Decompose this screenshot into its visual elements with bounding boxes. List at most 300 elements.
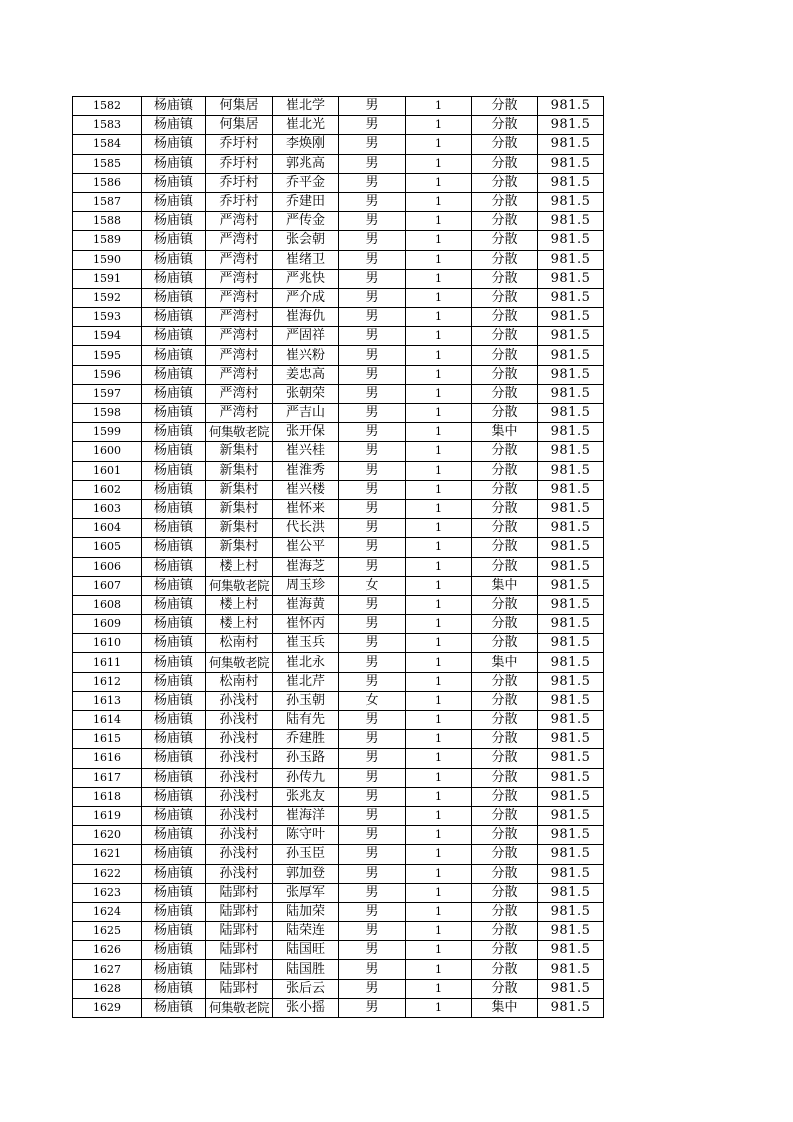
- count-cell: 1: [406, 173, 472, 192]
- person-name-cell: 崔淮秀: [273, 461, 339, 480]
- amount-cell: 981.5: [538, 883, 604, 902]
- support-type-cell: 分散: [472, 269, 538, 288]
- village-cell: 孙浅村: [206, 806, 273, 825]
- village-cell: 新集村: [206, 519, 273, 538]
- village-cell: 严湾村: [206, 269, 273, 288]
- town-cell: 杨庙镇: [142, 327, 206, 346]
- gender-cell: 男: [339, 653, 406, 672]
- record-number-cell: 1600: [73, 442, 142, 461]
- village-cell: 新集村: [206, 480, 273, 499]
- count-cell: 1: [406, 442, 472, 461]
- count-cell: 1: [406, 941, 472, 960]
- count-cell: 1: [406, 154, 472, 173]
- record-number-cell: 1629: [73, 998, 142, 1017]
- table-row: [73, 327, 604, 346]
- count-cell: 1: [406, 97, 472, 116]
- table-row: [73, 557, 604, 576]
- person-name-cell: 姜忠高: [273, 365, 339, 384]
- village-cell: 孙浅村: [206, 787, 273, 806]
- gender-cell: 男: [339, 135, 406, 154]
- village-cell: 严湾村: [206, 308, 273, 327]
- record-number-cell: 1605: [73, 538, 142, 557]
- amount-cell: 981.5: [538, 97, 604, 116]
- table-row: [73, 97, 604, 116]
- record-number-cell: 1628: [73, 979, 142, 998]
- support-type-cell: 分散: [472, 154, 538, 173]
- town-cell: 杨庙镇: [142, 442, 206, 461]
- support-type-cell: 分散: [472, 864, 538, 883]
- person-name-cell: 崔兴粉: [273, 346, 339, 365]
- gender-cell: 男: [339, 557, 406, 576]
- support-type-cell: 分散: [472, 346, 538, 365]
- amount-cell: 981.5: [538, 442, 604, 461]
- person-name-cell: 崔北芹: [273, 672, 339, 691]
- count-cell: 1: [406, 404, 472, 423]
- count-cell: 1: [406, 231, 472, 250]
- town-cell: 杨庙镇: [142, 595, 206, 614]
- amount-cell: 981.5: [538, 845, 604, 864]
- gender-cell: 男: [339, 672, 406, 691]
- gender-cell: 男: [339, 365, 406, 384]
- town-cell: 杨庙镇: [142, 365, 206, 384]
- record-number-cell: 1612: [73, 672, 142, 691]
- amount-cell: 981.5: [538, 327, 604, 346]
- table-row: [73, 615, 604, 634]
- gender-cell: 男: [339, 288, 406, 307]
- roster-table-body: [73, 97, 604, 1018]
- village-cell: 严湾村: [206, 404, 273, 423]
- count-cell: 1: [406, 288, 472, 307]
- record-number-cell: 1622: [73, 864, 142, 883]
- record-number-cell: 1627: [73, 960, 142, 979]
- person-name-cell: 乔建胜: [273, 730, 339, 749]
- amount-cell: 981.5: [538, 730, 604, 749]
- record-number-cell: 1596: [73, 365, 142, 384]
- person-name-cell: 张兆友: [273, 787, 339, 806]
- person-name-cell: 崔怀丙: [273, 615, 339, 634]
- village-cell: 孙浅村: [206, 730, 273, 749]
- town-cell: 杨庙镇: [142, 883, 206, 902]
- count-cell: 1: [406, 480, 472, 499]
- village-cell: 楼上村: [206, 557, 273, 576]
- support-type-cell: 分散: [472, 768, 538, 787]
- count-cell: 1: [406, 212, 472, 231]
- record-number-cell: 1609: [73, 615, 142, 634]
- gender-cell: 男: [339, 615, 406, 634]
- table-row: [73, 576, 604, 595]
- amount-cell: 981.5: [538, 346, 604, 365]
- gender-cell: 男: [339, 538, 406, 557]
- person-name-cell: 崔兴桂: [273, 442, 339, 461]
- village-cell: 乔圩村: [206, 192, 273, 211]
- town-cell: 杨庙镇: [142, 998, 206, 1017]
- person-name-cell: 张后云: [273, 979, 339, 998]
- gender-cell: 女: [339, 691, 406, 710]
- village-cell: 楼上村: [206, 595, 273, 614]
- village-cell: 新集村: [206, 442, 273, 461]
- count-cell: 1: [406, 902, 472, 921]
- support-type-cell: 分散: [472, 365, 538, 384]
- gender-cell: 男: [339, 212, 406, 231]
- count-cell: 1: [406, 615, 472, 634]
- gender-cell: 男: [339, 883, 406, 902]
- count-cell: 1: [406, 998, 472, 1017]
- amount-cell: 981.5: [538, 135, 604, 154]
- town-cell: 杨庙镇: [142, 212, 206, 231]
- count-cell: 1: [406, 595, 472, 614]
- support-type-cell: 分散: [472, 173, 538, 192]
- village-cell: 乔圩村: [206, 173, 273, 192]
- record-number-cell: 1582: [73, 97, 142, 116]
- person-name-cell: 崔北永: [273, 653, 339, 672]
- person-name-cell: 乔平金: [273, 173, 339, 192]
- village-cell: 严湾村: [206, 365, 273, 384]
- table-row: [73, 998, 604, 1017]
- town-cell: 杨庙镇: [142, 922, 206, 941]
- town-cell: 杨庙镇: [142, 634, 206, 653]
- village-cell: 严湾村: [206, 384, 273, 403]
- amount-cell: 981.5: [538, 826, 604, 845]
- person-name-cell: 陆国胜: [273, 960, 339, 979]
- record-number-cell: 1619: [73, 806, 142, 825]
- count-cell: 1: [406, 192, 472, 211]
- village-cell: 何集敬老院: [206, 998, 273, 1017]
- support-type-cell: 分散: [472, 902, 538, 921]
- count-cell: 1: [406, 730, 472, 749]
- support-type-cell: 集中: [472, 576, 538, 595]
- village-cell: 孙浅村: [206, 864, 273, 883]
- village-cell: 孙浅村: [206, 845, 273, 864]
- gender-cell: 男: [339, 941, 406, 960]
- support-type-cell: 分散: [472, 384, 538, 403]
- town-cell: 杨庙镇: [142, 154, 206, 173]
- town-cell: 杨庙镇: [142, 902, 206, 921]
- table-row: [73, 519, 604, 538]
- table-row: [73, 212, 604, 231]
- amount-cell: 981.5: [538, 212, 604, 231]
- table-row: [73, 806, 604, 825]
- table-row: [73, 672, 604, 691]
- gender-cell: 男: [339, 269, 406, 288]
- gender-cell: 女: [339, 576, 406, 595]
- support-type-cell: 分散: [472, 749, 538, 768]
- support-type-cell: 集中: [472, 653, 538, 672]
- support-type-cell: 分散: [472, 826, 538, 845]
- table-row: [73, 231, 604, 250]
- count-cell: 1: [406, 806, 472, 825]
- town-cell: 杨庙镇: [142, 480, 206, 499]
- gender-cell: 男: [339, 768, 406, 787]
- town-cell: 杨庙镇: [142, 787, 206, 806]
- table-row: [73, 979, 604, 998]
- town-cell: 杨庙镇: [142, 960, 206, 979]
- gender-cell: 男: [339, 308, 406, 327]
- gender-cell: 男: [339, 250, 406, 269]
- person-name-cell: 崔海黄: [273, 595, 339, 614]
- gender-cell: 男: [339, 480, 406, 499]
- count-cell: 1: [406, 346, 472, 365]
- gender-cell: 男: [339, 154, 406, 173]
- village-cell: 孙浅村: [206, 768, 273, 787]
- town-cell: 杨庙镇: [142, 250, 206, 269]
- village-cell: 新集村: [206, 461, 273, 480]
- count-cell: 1: [406, 787, 472, 806]
- gender-cell: 男: [339, 192, 406, 211]
- person-name-cell: 张小摇: [273, 998, 339, 1017]
- table-row: [73, 711, 604, 730]
- amount-cell: 981.5: [538, 250, 604, 269]
- amount-cell: 981.5: [538, 998, 604, 1017]
- village-cell: 孙浅村: [206, 711, 273, 730]
- record-number-cell: 1611: [73, 653, 142, 672]
- person-name-cell: 陆荣连: [273, 922, 339, 941]
- person-name-cell: 李焕刚: [273, 135, 339, 154]
- table-row: [73, 154, 604, 173]
- count-cell: 1: [406, 922, 472, 941]
- village-cell: 新集村: [206, 499, 273, 518]
- amount-cell: 981.5: [538, 423, 604, 442]
- person-name-cell: 崔海仇: [273, 308, 339, 327]
- table-row: [73, 845, 604, 864]
- village-cell: 陆郢村: [206, 960, 273, 979]
- support-type-cell: 分散: [472, 499, 538, 518]
- count-cell: 1: [406, 538, 472, 557]
- person-name-cell: 崔绪卫: [273, 250, 339, 269]
- town-cell: 杨庙镇: [142, 979, 206, 998]
- record-number-cell: 1620: [73, 826, 142, 845]
- support-type-cell: 分散: [472, 979, 538, 998]
- amount-cell: 981.5: [538, 768, 604, 787]
- person-name-cell: 张朝荣: [273, 384, 339, 403]
- town-cell: 杨庙镇: [142, 192, 206, 211]
- town-cell: 杨庙镇: [142, 941, 206, 960]
- amount-cell: 981.5: [538, 653, 604, 672]
- record-number-cell: 1599: [73, 423, 142, 442]
- amount-cell: 981.5: [538, 711, 604, 730]
- gender-cell: 男: [339, 97, 406, 116]
- count-cell: 1: [406, 711, 472, 730]
- town-cell: 杨庙镇: [142, 691, 206, 710]
- village-cell: 严湾村: [206, 212, 273, 231]
- table-row: [73, 308, 604, 327]
- amount-cell: 981.5: [538, 231, 604, 250]
- support-type-cell: 分散: [472, 941, 538, 960]
- record-number-cell: 1615: [73, 730, 142, 749]
- village-cell: 乔圩村: [206, 154, 273, 173]
- support-type-cell: 分散: [472, 922, 538, 941]
- person-name-cell: 孙传九: [273, 768, 339, 787]
- table-row: [73, 883, 604, 902]
- table-row: [73, 730, 604, 749]
- village-cell: 松南村: [206, 672, 273, 691]
- town-cell: 杨庙镇: [142, 346, 206, 365]
- gender-cell: 男: [339, 787, 406, 806]
- record-number-cell: 1607: [73, 576, 142, 595]
- person-name-cell: 严传金: [273, 212, 339, 231]
- person-name-cell: 严介成: [273, 288, 339, 307]
- table-row: [73, 749, 604, 768]
- record-number-cell: 1597: [73, 384, 142, 403]
- person-name-cell: 崔北学: [273, 97, 339, 116]
- count-cell: 1: [406, 768, 472, 787]
- support-type-cell: 分散: [472, 97, 538, 116]
- support-type-cell: 分散: [472, 519, 538, 538]
- gender-cell: 男: [339, 711, 406, 730]
- amount-cell: 981.5: [538, 941, 604, 960]
- town-cell: 杨庙镇: [142, 557, 206, 576]
- support-type-cell: 分散: [472, 730, 538, 749]
- gender-cell: 男: [339, 902, 406, 921]
- village-cell: 何集敬老院: [206, 576, 273, 595]
- village-cell: 陆郢村: [206, 902, 273, 921]
- person-name-cell: 严吉山: [273, 404, 339, 423]
- record-number-cell: 1598: [73, 404, 142, 423]
- town-cell: 杨庙镇: [142, 576, 206, 595]
- count-cell: 1: [406, 250, 472, 269]
- record-number-cell: 1590: [73, 250, 142, 269]
- amount-cell: 981.5: [538, 749, 604, 768]
- amount-cell: 981.5: [538, 480, 604, 499]
- village-cell: 楼上村: [206, 615, 273, 634]
- gender-cell: 男: [339, 595, 406, 614]
- person-name-cell: 张厚军: [273, 883, 339, 902]
- person-name-cell: 陆国旺: [273, 941, 339, 960]
- amount-cell: 981.5: [538, 902, 604, 921]
- town-cell: 杨庙镇: [142, 461, 206, 480]
- record-number-cell: 1587: [73, 192, 142, 211]
- record-number-cell: 1604: [73, 519, 142, 538]
- support-type-cell: 分散: [472, 845, 538, 864]
- gender-cell: 男: [339, 499, 406, 518]
- support-type-cell: 分散: [472, 787, 538, 806]
- support-type-cell: 分散: [472, 288, 538, 307]
- table-row: [73, 595, 604, 614]
- count-cell: 1: [406, 461, 472, 480]
- gender-cell: 男: [339, 404, 406, 423]
- person-name-cell: 陈守叶: [273, 826, 339, 845]
- amount-cell: 981.5: [538, 960, 604, 979]
- town-cell: 杨庙镇: [142, 672, 206, 691]
- record-number-cell: 1618: [73, 787, 142, 806]
- gender-cell: 男: [339, 634, 406, 653]
- support-type-cell: 分散: [472, 806, 538, 825]
- amount-cell: 981.5: [538, 922, 604, 941]
- record-number-cell: 1585: [73, 154, 142, 173]
- amount-cell: 981.5: [538, 691, 604, 710]
- record-number-cell: 1626: [73, 941, 142, 960]
- table-row: [73, 192, 604, 211]
- amount-cell: 981.5: [538, 576, 604, 595]
- support-type-cell: 分散: [472, 308, 538, 327]
- town-cell: 杨庙镇: [142, 519, 206, 538]
- table-row: [73, 173, 604, 192]
- count-cell: 1: [406, 864, 472, 883]
- person-name-cell: 崔怀来: [273, 499, 339, 518]
- person-name-cell: 张开保: [273, 423, 339, 442]
- person-name-cell: 张会朝: [273, 231, 339, 250]
- amount-cell: 981.5: [538, 461, 604, 480]
- gender-cell: 男: [339, 327, 406, 346]
- table-row: [73, 384, 604, 403]
- count-cell: 1: [406, 883, 472, 902]
- record-number-cell: 1610: [73, 634, 142, 653]
- count-cell: 1: [406, 519, 472, 538]
- support-type-cell: 分散: [472, 404, 538, 423]
- village-cell: 陆郢村: [206, 883, 273, 902]
- gender-cell: 男: [339, 749, 406, 768]
- count-cell: 1: [406, 327, 472, 346]
- village-cell: 松南村: [206, 634, 273, 653]
- support-type-cell: 分散: [472, 116, 538, 135]
- amount-cell: 981.5: [538, 154, 604, 173]
- record-number-cell: 1589: [73, 231, 142, 250]
- gender-cell: 男: [339, 845, 406, 864]
- village-cell: 严湾村: [206, 231, 273, 250]
- table-row: [73, 634, 604, 653]
- person-name-cell: 周玉珍: [273, 576, 339, 595]
- record-number-cell: 1608: [73, 595, 142, 614]
- table-row: [73, 499, 604, 518]
- person-name-cell: 孙玉臣: [273, 845, 339, 864]
- support-type-cell: 分散: [472, 461, 538, 480]
- record-number-cell: 1593: [73, 308, 142, 327]
- town-cell: 杨庙镇: [142, 749, 206, 768]
- town-cell: 杨庙镇: [142, 806, 206, 825]
- count-cell: 1: [406, 365, 472, 384]
- count-cell: 1: [406, 845, 472, 864]
- record-number-cell: 1623: [73, 883, 142, 902]
- support-type-cell: 分散: [472, 192, 538, 211]
- village-cell: 何集敬老院: [206, 423, 273, 442]
- support-type-cell: 分散: [472, 691, 538, 710]
- table-row: [73, 480, 604, 499]
- table-row: [73, 902, 604, 921]
- town-cell: 杨庙镇: [142, 845, 206, 864]
- table-row: [73, 423, 604, 442]
- village-cell: 何集居: [206, 116, 273, 135]
- record-number-cell: 1591: [73, 269, 142, 288]
- record-number-cell: 1603: [73, 499, 142, 518]
- amount-cell: 981.5: [538, 672, 604, 691]
- person-name-cell: 乔建田: [273, 192, 339, 211]
- table-row: [73, 960, 604, 979]
- record-number-cell: 1624: [73, 902, 142, 921]
- town-cell: 杨庙镇: [142, 269, 206, 288]
- village-cell: 陆郢村: [206, 979, 273, 998]
- amount-cell: 981.5: [538, 787, 604, 806]
- amount-cell: 981.5: [538, 979, 604, 998]
- village-cell: 陆郢村: [206, 922, 273, 941]
- record-number-cell: 1602: [73, 480, 142, 499]
- town-cell: 杨庙镇: [142, 116, 206, 135]
- town-cell: 杨庙镇: [142, 135, 206, 154]
- support-type-cell: 分散: [472, 711, 538, 730]
- count-cell: 1: [406, 116, 472, 135]
- count-cell: 1: [406, 960, 472, 979]
- gender-cell: 男: [339, 922, 406, 941]
- count-cell: 1: [406, 499, 472, 518]
- support-type-cell: 分散: [472, 135, 538, 154]
- amount-cell: 981.5: [538, 864, 604, 883]
- table-row: [73, 288, 604, 307]
- person-name-cell: 陆加荣: [273, 902, 339, 921]
- support-type-cell: 分散: [472, 634, 538, 653]
- village-cell: 严湾村: [206, 346, 273, 365]
- support-type-cell: 集中: [472, 423, 538, 442]
- table-row: [73, 941, 604, 960]
- count-cell: 1: [406, 308, 472, 327]
- town-cell: 杨庙镇: [142, 615, 206, 634]
